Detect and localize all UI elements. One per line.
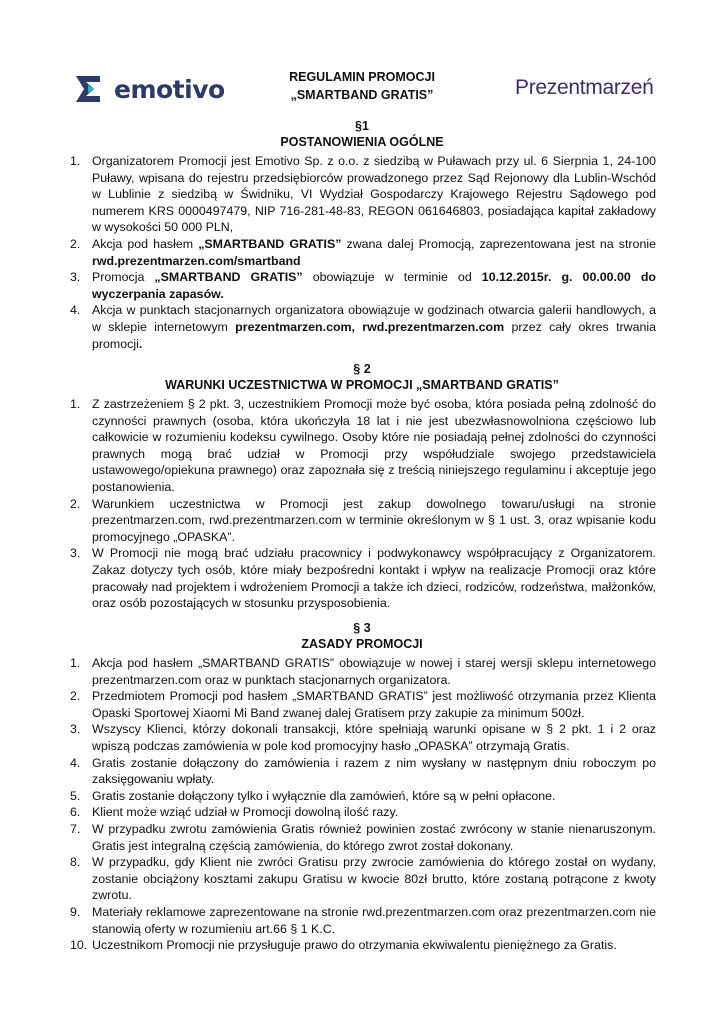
list-item: 9. Materiały reklamowe zaprezentowane na stronie rwd.prezentmarzen.com oraz prezentmarzen.com nie stanowią oferty w rozumieniu art.66 § 1 K.C. xyxy=(70,904,656,936)
list-item: 7. W przypadku zwrotu zamówienia Gratis również powinien zostać zwrócony w stanie nienaruszonym. Gratis jest integralną częścią zamówienia, do którego zwrot został dokonany. xyxy=(70,821,656,853)
list-item: 2. Przedmiotem Promocji pod hasłem „SMARTBAND GRATIS” jest możliwość otrzymania przez Klienta Opaski Sportowej Xiaomi Mi Band zwanej dalej Gratisem przy zakupie za minimum 500zł. xyxy=(70,689,656,720)
list-item: 8. W przypadku, gdy Klient nie zwróci Gratisu przy zwrocie zamówienia do którego został on wydany, zostanie obciążony kosztami zakupu Gratisu w kwocie 80zł brutto, które zostaną potrącone z kwoty zwrotu. xyxy=(70,855,656,903)
list-item: 3. Promocja „SMARTBAND GRATIS” obowiązuje w terminie od 10.12.2015r. g. 00.00.00 do wyczerpania zapasów. xyxy=(70,270,656,301)
section-2-heading: WARUNKI UCZESTNICTWA W PROMOCJI „SMARTBAND GRATIS” xyxy=(165,378,559,392)
section-3-header xyxy=(70,620,654,652)
list-item: 1. Organizatorem Promocji jest Emotivo Sp. z o.o. z siedzibą w Puławach przy ul. 6 Sierpnia 1, 24-100 Puławy, wpisana do rejestru przedsiębiorców prowadzonego przez Sąd Rejonowy dla Lublin-Wschód w Lublinie z siedzibą w Świdniku, VI Wydział Gospodarczy Krajowego Rejestru Sądowego pod numerem KRS 0000497479, NIP 716-281-48-83, REGON 061646803, posiadająca kapitał zakładowy w wysokości 50 000 PLN, xyxy=(70,154,656,235)
section-1-heading: POSTANOWIENIA OGÓLNE xyxy=(280,135,444,149)
list-item: 4. Akcja w punktach stacjonarnych organizatora obowiązuje w godzinach otwarcia galerii handlowych, a w sklepie internetowym prezentmarzen.com, rwd.prezentmarzen.com przez cały okres trwania promocji. xyxy=(70,303,657,351)
emotivo-logo xyxy=(70,68,225,110)
section-1-number: §1 xyxy=(355,119,369,133)
title-line-2: „SMARTBAND GRATIS” xyxy=(290,88,434,102)
document-title xyxy=(250,68,474,104)
emotivo-mark-icon xyxy=(70,68,112,110)
title-line-1: REGULAMIN PROMOCJI xyxy=(289,70,435,84)
list-item: 3. W Promocji nie mogą brać udziału pracownicy i podwykonawcy współpracujący z Organizatorem. Zakaz dotyczy tych osób, które miały bezpośredni kontakt i wpływ na realizacje Promocji oraz które pracowały nad projektem i wdrożeniem Promocji a także ich dzieci, rodziców, rodzeństwa, małżonków, oraz osób pozostających w stosunku przysposobienia. xyxy=(70,546,656,611)
section-2-list xyxy=(70,396,656,612)
list-item: 6. Klient może wziąć udział w Promocji dowolną ilość razy. xyxy=(70,805,399,820)
list-item: 2. Warunkiem uczestnictwa w Promocji jest zakup dowolnego towaru/usługi na stronie prezentmarzen.com, rwd.prezentmarzen.com w terminie określonym w § 1 ust. 3, oraz wpisanie kodu promocyjnego „OPASKA”. xyxy=(70,496,656,544)
section-2-number: § 2 xyxy=(353,362,371,376)
section-1-header xyxy=(70,118,654,150)
list-item: 1. Z zastrzeżeniem § 2 pkt. 3, uczestnikiem Promocji może być osoba, która posiada pełną zdolność do czynności prawnych (osoba, która ukończyła 18 lat i nie jest ubezwłasnowolniona częściowo lub całkowicie w rozumieniu kodeksu cywilnego. Osoby które nie posiadają pełnej zdolności do czynności prawnych mogą brać udział w Promocji przy współudziale swojego przedstawiciela ustawowego/opiekuna prawnego) oraz zapoznała się z treścią niniejszego regulaminu i akceptuje jego postanowienia. xyxy=(70,397,656,494)
emotivo-wordmark: emotivo xyxy=(114,74,225,104)
section-2-header xyxy=(70,361,654,393)
section-1-list xyxy=(70,153,656,352)
list-item: 1. Akcja pod hasłem „SMARTBAND GRATIS” obowiązuje w nowej i starej wersji sklepu internetowego prezentmarzen.com oraz w punktach stacjonarnych organizatora. xyxy=(70,656,656,687)
section-3-heading: ZASADY PROMOCJI xyxy=(301,637,423,651)
section-3-list xyxy=(70,655,656,954)
list-item: 5. Gratis zostanie dołączony tylko i wyłącznie dla zamówień, które są w pełni opłacone. xyxy=(70,788,556,803)
list-item: 10. Uczestnikom Promocji nie przysługuje prawo do otrzymania ekwiwalentu pieniężnego za Gratis. xyxy=(70,938,617,953)
list-item: 3. Wszyscy Klienci, którzy dokonali transakcji, które spełniają warunki opisane w § 2 pkt. 1 i 2 oraz wpiszą podczas zamówienia w pole kod promocyjny hasło „OPASKA” otrzymają Gratis. xyxy=(70,722,656,753)
prezentmarzen-logo: Prezentmarzeń xyxy=(515,76,654,99)
section-3-number: § 3 xyxy=(353,621,371,635)
list-item: 4. Gratis zostanie dołączony do zamówienia i razem z nim wysłany w następnym dniu roboczym po zaksięgowaniu wpłaty. xyxy=(70,755,656,787)
list-item: 2. Akcja pod hasłem „SMARTBAND GRATIS” zwana dalej Promocją, zaprezentowana jest na stronie rwd.prezentmarzen.com/smartband xyxy=(70,236,656,268)
